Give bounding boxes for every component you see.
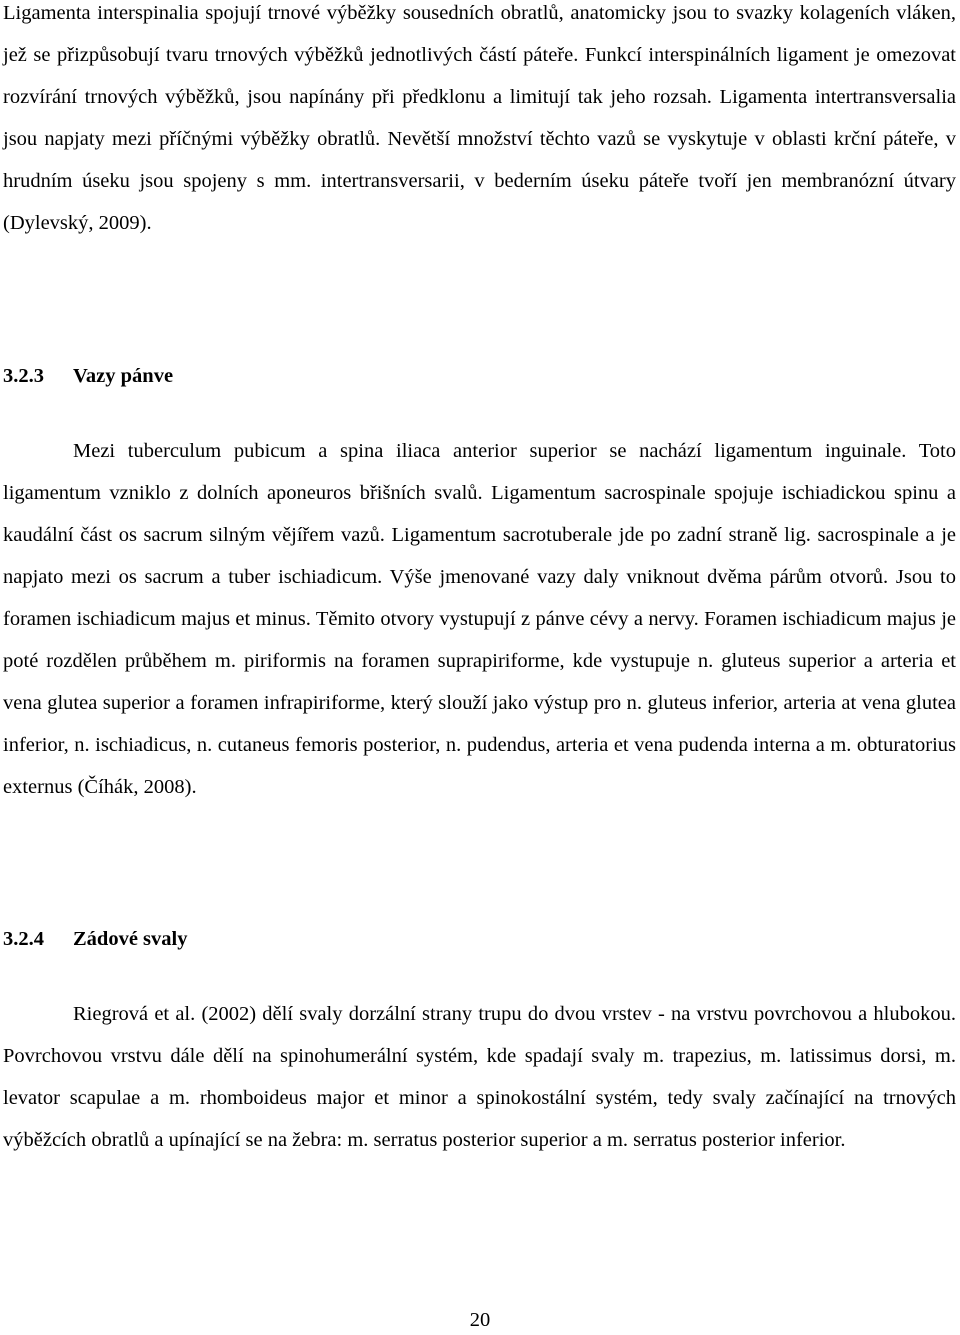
section-title: Vazy pánve <box>73 365 174 387</box>
section-number: 3.2.3 <box>3 365 44 387</box>
section-heading <box>3 918 187 960</box>
body-paragraph: Ligamenta interspinalia spojují trnové výběžky sousedních obratlů, anatomicky jsou to svazky kolageních vláken, jež se přizpůsobují tvaru trnových výběžků jednotlivých částí páteře. Funkcí interspinálních ligament je omezovat rozvírání trnových výběžků, jsou napínány při předklonu a limitují tak jeho rozsah. Ligamenta intertransversalia jsou napjaty mezi příčnými výběžky obratlů. Nevětší množství těchto vazů se vyskytuje v oblasti krční páteře, v hrudním úseku jsou spojeny s mm. intertransversarii, v bederním úseku páteře tvoří jen membranózní útvary (Dylevský, 2009). <box>3 2 956 234</box>
body-paragraph: Riegrová et al. (2002) dělí svaly dorzální strany trupu do dvou vrstev - na vrstvu povrchovou a hlubokou. Povrchovou vrstvu dále dělí na spinohumerální systém, kde spadají svaly m. trapezius, m. latissimus dorsi, m. levator scapulae a m. rhomboideus major et minor a spinokostální systém, tedy svaly začínající na trnových výběžcích obratlů a upínající se na žebra: m. serratus posterior superior a m. serratus posterior inferior. <box>3 1003 956 1151</box>
body-paragraph: Mezi tuberculum pubicum a spina iliaca anterior superior se nachází ligamentum inguinale. Toto ligamentum vzniklo z dolních aponeuros břišních svalů. Ligamentum sacrospinale spojuje ischiadickou spinu a kaudální část os sacrum silným vějířem vazů. Ligamentum sacrotuberale jde po zadní straně lig. sacrospinale a je napjato mezi os sacrum a tuber ischiadicum. Výše jmenované vazy daly vniknout dvěma párům otvorů. Jsou to foramen ischiadicum majus et minus. Těmito otvory vystupují z pánve cévy a nervy. Foramen ischiadicum majus je poté rozdělen průběhem m. piriformis na foramen suprapiriforme, kde vystupuje n. gluteus superior a arteria et vena glutea superior a foramen infrapiriforme, který slouží jako výstup pro n. gluteus inferior, arteria at vena glutea inferior, n. ischiadicus, n. cutaneus femoris posterior, n. pudendus, arteria et vena pudenda interna a m. obturatorius externus (Číhák, 2008). <box>3 440 956 798</box>
page-number: 20 <box>469 1309 491 1331</box>
section-number: 3.2.4 <box>3 928 44 950</box>
section-title: Zádové svaly <box>73 928 188 950</box>
section-heading <box>3 355 173 397</box>
